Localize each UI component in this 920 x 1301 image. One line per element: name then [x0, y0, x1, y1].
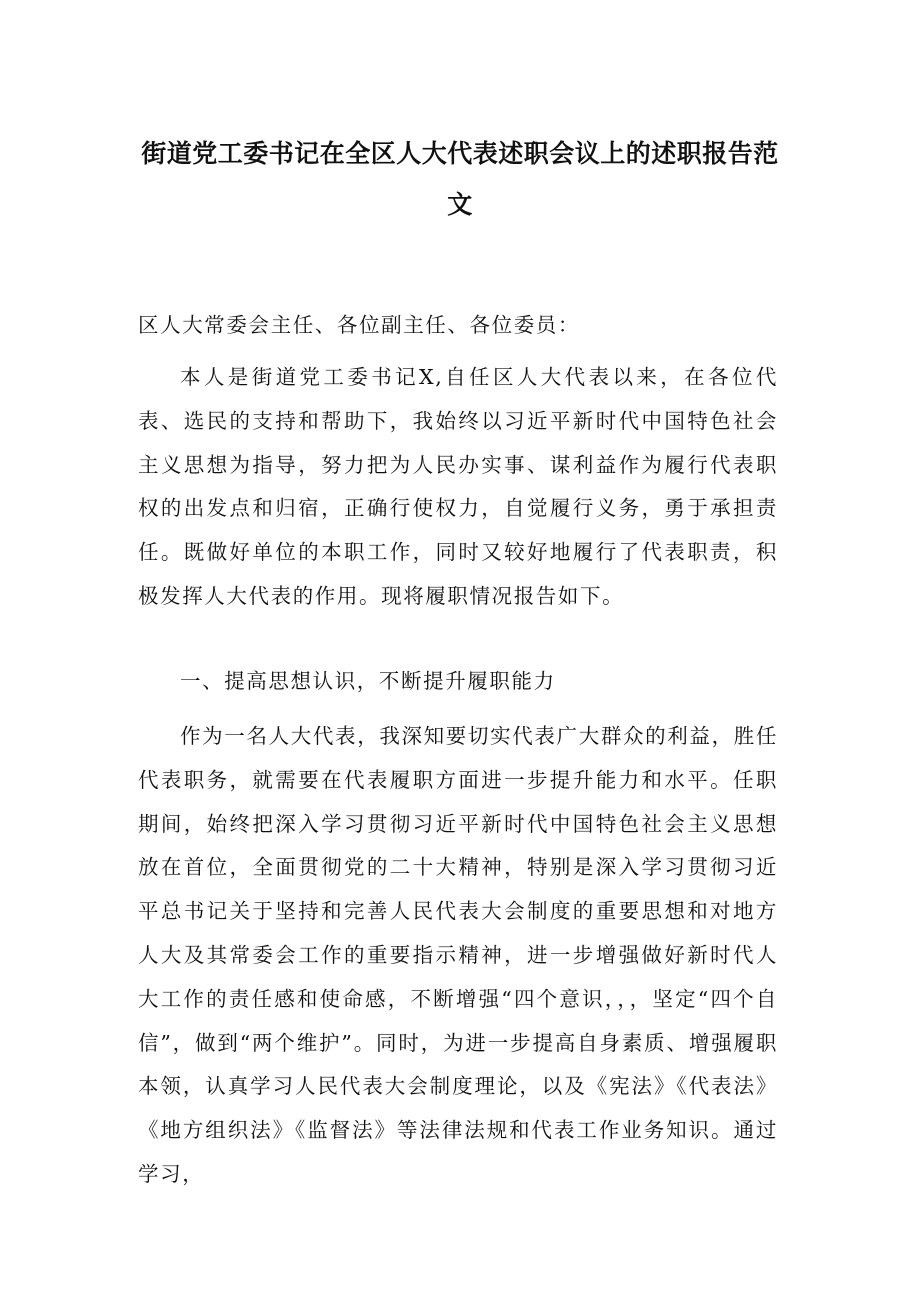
document-title: 街道党工委书记在全区人大代表述职会议上的述职报告范文 — [141, 139, 779, 219]
paragraph-intro: 本人是街道党工委书记X,自任区人大代表以来，在各位代表、选民的支持和帮助下，我始终以习近平新时代中国特色社会主义思想为指导，努力把为人民办实事、谋利益作为履行代表职权的出发点和归宿，正确行使权力，自觉履行义务，勇于承担责任。既做好单位的本职工作，同时又较好地履行了代表职责，积极发挥人大代表的作用。现将履职情况报告如下。 — [138, 365, 778, 608]
section-heading: 一、提高思想认识，不断提升履职能力 — [180, 669, 556, 693]
paragraph-section-1: 作为一名人大代表，我深知要切实代表广大群众的利益，胜任代表职务，就需要在代表履职方面进一步提升能力和水平。任职期间，始终把深入学习贯彻习近平新时代中国特色社会主义思想放在首位，全面贯彻党的二十大精神，特别是深入学习贯彻习近平总书记关于坚持和完善人民代表大会制度的重要思想和对地方人大及其常委会工作的重要指示精神，进一步增强做好新时代人大工作的责任感和使命感，不断增强“四个意识，，，坚定“四个自信”，做到“两个维护”。同时，为进一步提高自身素质、增强履职本领，认真学习人民代表大会制度理论，以及《宪法》《代表法》《地方组织法》《监督法》等法律法规和代表工作业务知识。通过学习， — [138, 724, 778, 1186]
salutation: 区人大常委会主任、各位副主任、各位委员： — [138, 313, 580, 337]
